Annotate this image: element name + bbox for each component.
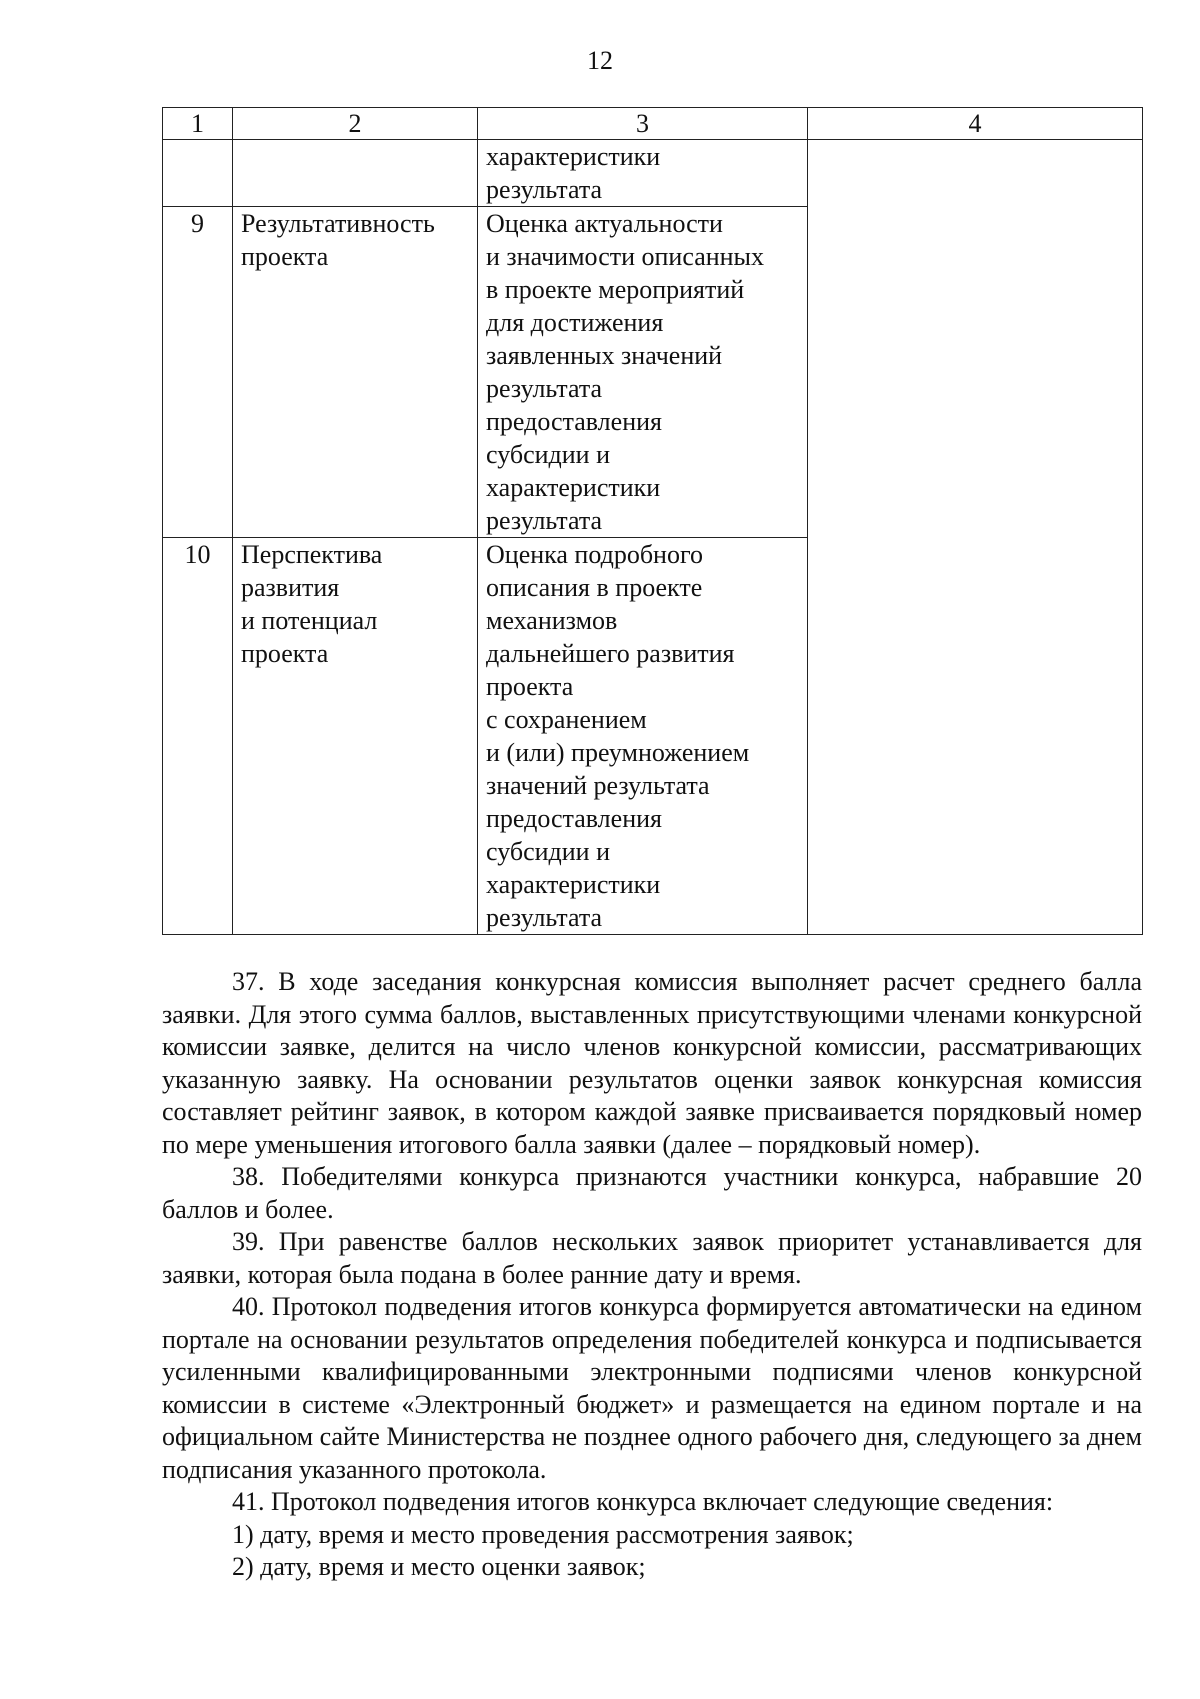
- paragraph-39: 39. При равенстве баллов нескольких заявок приоритет устанавливается для заявки, которая была подана в более ранние дату и время.: [162, 1227, 1142, 1289]
- description-cell: Оценка подробного описания в проекте механизмов дальнейшего развития проекта с сохранением и (или) преумножением значений результата предоставления субсидии и характеристики результата: [478, 538, 808, 935]
- table-header-row: [163, 108, 1143, 140]
- paragraph-37: 37. В ходе заседания конкурсная комиссия выполняет расчет среднего балла заявки. Для этого сумма баллов, выставленных присутствующими членами конкурсной комиссии заявке, делится на число членов конкурсной комиссии, рассматривающих указанную заявку. На основании результатов оценки заявок конкурсная комиссия составляет рейтинг заявок, в котором каждой заявке присваивается порядковый номер по мере уменьшения итогового балла заявки (далее – порядковый номер).: [162, 967, 1142, 1159]
- description-cell: Оценка актуальности и значимости описанных в проекте мероприятий для достижения заявленных значений результата предоставления субсидии и характеристики результата: [478, 207, 808, 538]
- criterion-cell: Результативность проекта: [233, 207, 478, 538]
- paragraph-38: 38. Победителями конкурса признаются участники конкурса, набравшие 20 баллов и более.: [162, 1162, 1142, 1224]
- criteria-table: [162, 107, 1143, 935]
- table-header-cell: 4: [808, 108, 1143, 140]
- row-number: 9: [163, 207, 233, 538]
- body-text: [162, 966, 1142, 1584]
- table-header-cell: 2: [233, 108, 478, 140]
- criterion-cell: [233, 140, 478, 207]
- paragraph-40: 40. Протокол подведения итогов конкурса формируется автоматически на едином портале на основании результатов определения победителей конкурса и подписывается усиленными квалифицированными электронными подписями членов конкурсной комиссии в системе «Электронный бюджет» и размещается на едином портале и на официальном сайте Министерства не позднее одного рабочего дня, следующего за днем подписания указанного протокола.: [162, 1292, 1142, 1484]
- table-header-cell: 1: [163, 108, 233, 140]
- column-4-cell: [808, 140, 1143, 935]
- table-row: [163, 140, 1143, 207]
- row-number: 10: [163, 538, 233, 935]
- row-number: [163, 140, 233, 207]
- list-item-1: 1) дату, время и место проведения рассмотрения заявок;: [232, 1519, 854, 1549]
- table-header-cell: 3: [478, 108, 808, 140]
- list-item-2: 2) дату, время и место оценки заявок;: [232, 1552, 646, 1581]
- paragraph-41: 41. Протокол подведения итогов конкурса включает следующие сведения:: [232, 1487, 1054, 1516]
- criterion-cell: Перспектива развития и потенциал проекта: [233, 538, 478, 935]
- page-number: 12: [587, 46, 613, 75]
- description-cell: характеристики результата: [478, 140, 808, 207]
